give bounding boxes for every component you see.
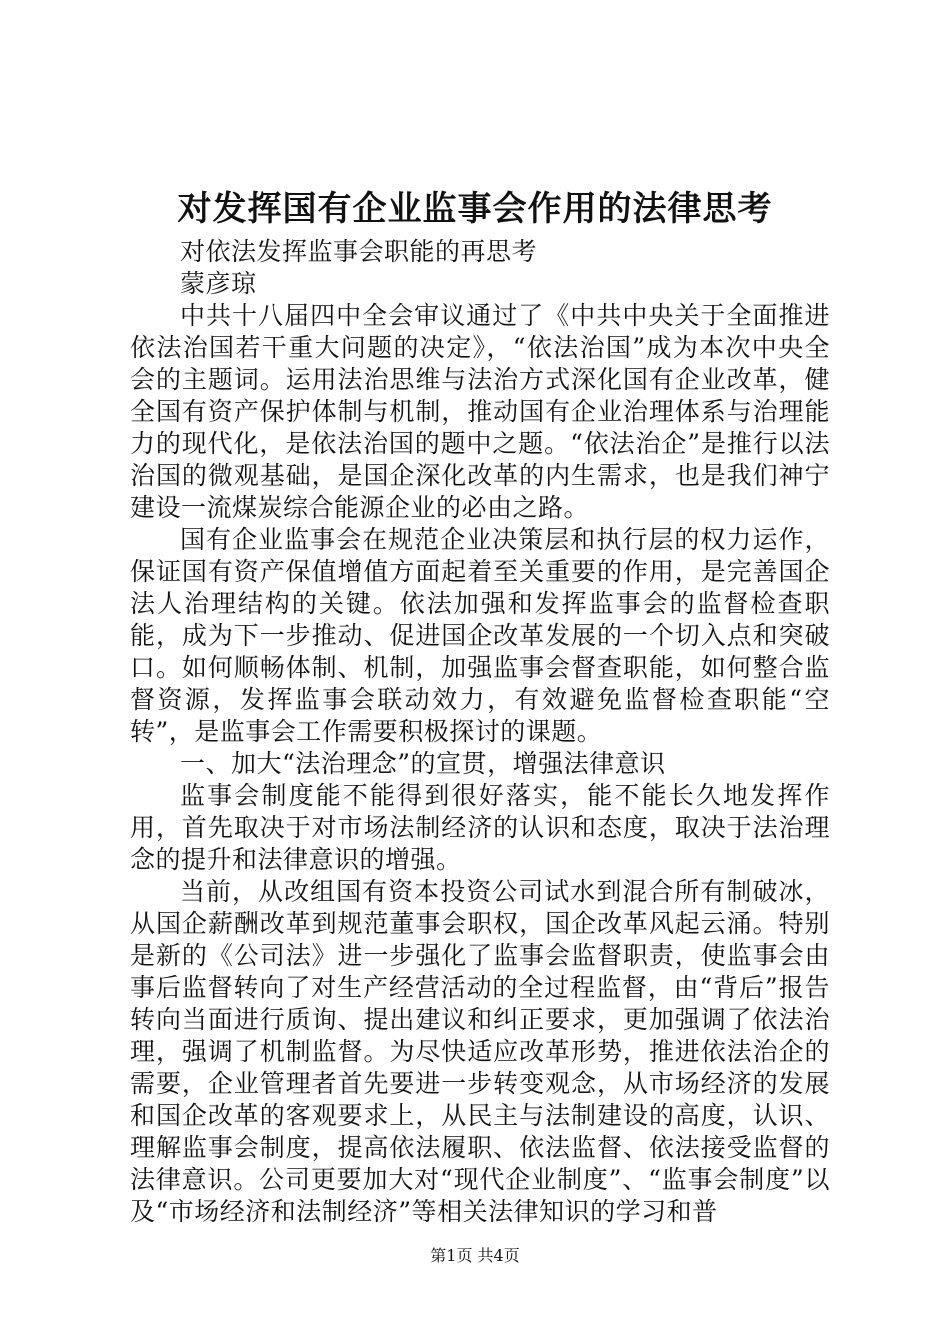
document-author: 蒙彦琼 [180, 269, 257, 298]
document-subtitle: 对依法发挥监事会职能的再思考 [180, 237, 538, 266]
paragraph: 当前，从改组国有资本投资公司试水到混合所有制破冰，从国企薪酬改革到规范董事会职权，国企改革风起云涌。特别是新的《公司法》进一步强化了监事会监督职责，使监事会由事后监督转向了对生产经营活动的全过程监督，由“背后”报告转向当面进行质询、提出建议和纠正要求，更加强调了依法治理，强调了机制监督。为尽快适应改革形势，推进依法治企的需要，企业管理者首先要进一步转变观念，从市场经济的发展和国企改革的客观要求上，从民主与法制建设的高度，认识、理解监事会制度，提高依法履职、依法监督、依法接受监督的法律意识。公司更要加大对“现代企业制度”、“监事会制度”以及“市场经济和法制经济”等相关法律知识的学习和普 [130, 877, 830, 1226]
paragraph: 国有企业监事会在规范企业决策层和执行层的权力运作，保证国有资产保值增值方面起着至关重要的作用，是完善国企法人治理结构的关键。依法加强和发挥监事会的监督检查职能，成为下一步推动、促进国企改革发展的一个切入点和突破口。如何顺畅体制、机制，加强监事会督查职能，如何整合监督资源，发挥监事会联动效力，有效避免监督检查职能“空转”，是监事会工作需要积极探讨的课题。 [130, 525, 830, 746]
section-heading: 一、加大“法治理念”的宣贯，增强法律意识 [180, 749, 666, 778]
paragraph: 监事会制度能不能得到很好落实，能不能长久地发挥作用，首先取决于对市场法制经济的认识和态度，取决于法治理念的提升和法律意识的增强。 [130, 781, 830, 874]
paragraph: 中共十八届四中全会审议通过了《中共中央关于全面推进依法治国若干重大问题的决定》，“依法治国”成为本次中央全会的主题词。运用法治思维与法治方式深化国有企业改革，健全国有资产保护体制与机制，推动国有企业治理体系与治理能力的现代化，是依法治国的题中之题。“依法治企”是推行以法治国的微观基础，是国企深化改革的内生需求，也是我们神宁建设一流煤炭综合能源企业的必由之路。 [130, 301, 830, 522]
document-title: 对发挥国有企业监事会作用的法律思考 [177, 189, 773, 229]
document-body [130, 236, 830, 1228]
page-footer: 第1页 共4页 [430, 1246, 520, 1265]
